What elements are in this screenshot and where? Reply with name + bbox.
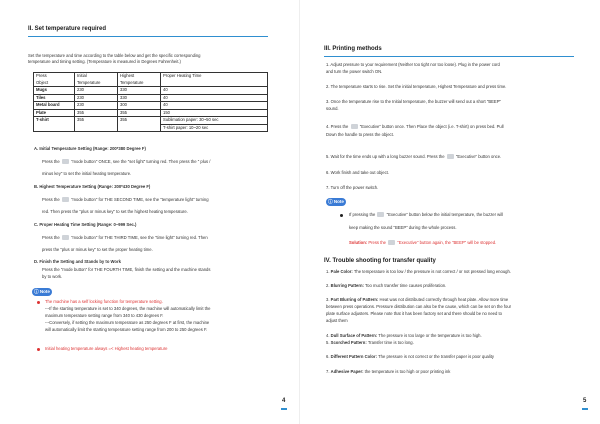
table-cell: 40 [161, 94, 268, 102]
step-1-line-1: 1. Adjust pressure to your requirement (Neither too tight nor too loose). Plug in the power cord [326, 62, 500, 67]
table-cell: Plate [34, 109, 75, 117]
note-line-5: will automatically limit the starting temperature setting range from 200 to 250 degrees F. [45, 327, 208, 332]
trouble-item-3-line-4: adjust them [326, 318, 348, 323]
step-2: 2. The temperature starts to rise. Set the initial temperature, Highest Temperature and press time. [326, 84, 507, 89]
trouble-item-3-line-3: plate surface adjusters. Please note that it has been factory set and there should be no need to [326, 311, 502, 316]
table-cell: 230 [75, 87, 118, 95]
bullet-icon [37, 348, 40, 351]
table-header: Proper Heating Time [161, 73, 268, 87]
trouble-item-3-line-2: between press operations. Pressure distribution can also be the cause, which can be set on the four [326, 304, 512, 309]
step-3-line-2: sound. [326, 106, 339, 111]
section-title-iv: IV. Trouble shooting for transfer quality [324, 258, 436, 264]
bullet-icon [37, 301, 40, 304]
executive-button-icon [388, 240, 395, 245]
note-line-2: keep making the sound "BEEP" during the whole process. [349, 225, 457, 230]
trouble-item-2: 2. Blurring Pattern: Too much transfer time causes proliferation. [326, 283, 447, 288]
section-a-line-2: minus key" to set the initial heating temperature. [42, 171, 132, 176]
step-4-line-2: Down the handle to press the object. [326, 132, 394, 137]
table-cell: 355 [118, 117, 161, 132]
note-line-2: ---If the starting temperature is set to 340 degrees, the machine will automatically limit the [45, 306, 211, 311]
bullet-icon [340, 214, 343, 217]
note-line-3: maximum temperature setting range from 340 to 430 degrees F. [45, 313, 164, 318]
table-cell: Mugs [34, 87, 75, 95]
trouble-item-6: 6. Different Pattern Color: The pressure is not correct or the transfer paper is poor quality [326, 354, 494, 359]
note-line-1: The machine has a self locking function for temperature setting. [45, 299, 163, 304]
section-title-iii: III. Printing methods [324, 46, 382, 52]
section-a-line-1: Press the "mode button" ONCE, see the "set light" turning red. Then press the " plus / [42, 159, 211, 164]
step-7: 7. Turn off the power switch. [326, 185, 379, 190]
trouble-item-4: 4. Dull Surface of Pattern: The pressure is too large or the temperature is too high. [326, 333, 482, 338]
table-cell: 355 [75, 117, 118, 132]
section-d-line-1: Press the "mode button" for THE FOURTH TIME, finish the setting and the machine stands [42, 267, 211, 272]
table-cell: Tiles [34, 94, 75, 102]
table-cell: 355 [118, 109, 161, 117]
section-b-line-2: red. Then press the "plus or minus key" to set the highest heating temperature. [42, 209, 188, 214]
executive-button-icon [377, 212, 384, 217]
mode-button-icon [62, 197, 69, 202]
table-cell: Metal board [34, 102, 75, 110]
executive-button-icon [447, 154, 454, 159]
table-cell: 40 [161, 87, 268, 95]
note-badge: ⓘ Note [326, 198, 346, 206]
section-c-line-1: Press the "mode button" for THE THIRD TIME, see the "time light" turning red. Then [42, 235, 208, 240]
section-d-line-2: by to work. [42, 274, 63, 279]
step-4-line-1: 4. Press the "Executive" button once. Then Place the object (i.e. T-shirt) on press bed. Pull [326, 124, 504, 129]
section-c-line-2: press the "plus or minus key" to set the proper heating time. [42, 247, 153, 252]
table-row [34, 87, 268, 95]
section-b-line-1: Press the "mode button" for THE SECOND TIME, see the "temperature light" turning [42, 197, 209, 202]
trouble-item-7: 7. Adhesive Paper: the temperature is too high or poor printing ink [326, 369, 451, 374]
solution-line: Solution: Press the "Executive" button again, the "BEEP" will be stopped. [349, 240, 497, 245]
note-line-4: ---Conversely, if setting the maximum temperature as 250 degrees F at first, the machine [45, 320, 210, 325]
step-6: 6. Work finish and take out object. [326, 170, 390, 175]
note-2: Initial heating temperature always =< Highest heating temperature [45, 346, 168, 351]
section-title-ii: II. Set temperature required [28, 26, 107, 32]
note-line-1: If pressing the "Executive" button below the initial temperature, the buzzer will [349, 212, 503, 217]
page-number-left: 4 [282, 398, 286, 404]
intro-line-1: Set the temperature and time according to the table below and get the specific corresponding [28, 53, 201, 58]
table-header-row [34, 73, 268, 87]
intro-line-2: temperature and timing setting. (Temperature is measured in Degrees Fahrenheit.) [28, 59, 181, 64]
table-cell: 355 [75, 109, 118, 117]
title-underline [28, 36, 268, 37]
table-cell: 230 [75, 102, 118, 110]
table-cell: 300 [118, 102, 161, 110]
section-b-heading: B. Highest Temperature Setting (Range: 200*430 Degree F) [34, 184, 151, 189]
table-header: Initial Temperature [75, 73, 118, 87]
section-d-heading: D. Finish the Setting and Stands by to Work [34, 259, 121, 264]
table-header: Press Object [34, 73, 75, 87]
table-cell: T-shirt paper: 10~20 sec [161, 124, 268, 132]
table-row [34, 94, 268, 102]
table-row [34, 117, 268, 125]
note-badge: ⓘ Note [32, 288, 52, 296]
executive-button-icon [351, 124, 358, 129]
page-number-right: 5 [583, 398, 587, 404]
mode-button-icon [62, 159, 69, 164]
trouble-item-5: 5. Scorched Pattern: Transfer time is too long. [326, 340, 414, 345]
section-a-heading: A. Initial Temperature Setting (Range: 200*380 Degree F) [34, 146, 146, 151]
table-cell: 40 [161, 102, 268, 110]
table-cell: 150 [161, 109, 268, 117]
table-cell: 230 [75, 94, 118, 102]
step-1-line-2: and turn the power switch ON. [326, 69, 383, 74]
table-cell: T-shirt [34, 117, 75, 132]
trouble-item-1: 1. Pale Color: The temperature is too low / the pressure is not correct / or not pressed long enough. [326, 269, 511, 274]
title-underline [324, 56, 574, 57]
step-5: 5. Wait for the time ends up with a long buzzer sound. Press the "Executive" button once. [326, 154, 502, 159]
page-number-underline [281, 408, 287, 410]
table-cell: 330 [118, 87, 161, 95]
table-header: Highest Temperature [118, 73, 161, 87]
table-row [34, 102, 268, 110]
trouble-item-3: 3. Part Blurring of Pattern: Heat was not distributed correctly through heat plate. Allow more time [326, 297, 509, 302]
section-c-heading: C. Proper Heating Time Setting (Range: 0~999 Sec.) [34, 222, 137, 227]
table-cell: 330 [118, 94, 161, 102]
table-row [34, 109, 268, 117]
page-number-underline [582, 408, 588, 410]
table-cell: Sublimation paper: 30~50 sec [161, 117, 268, 125]
temperature-table [33, 72, 268, 132]
mode-button-icon [62, 235, 69, 240]
step-3-line-1: 3. Once the temperature rise to the Initial temperature, the buzzer will send out a short "BEEP" [326, 99, 501, 104]
